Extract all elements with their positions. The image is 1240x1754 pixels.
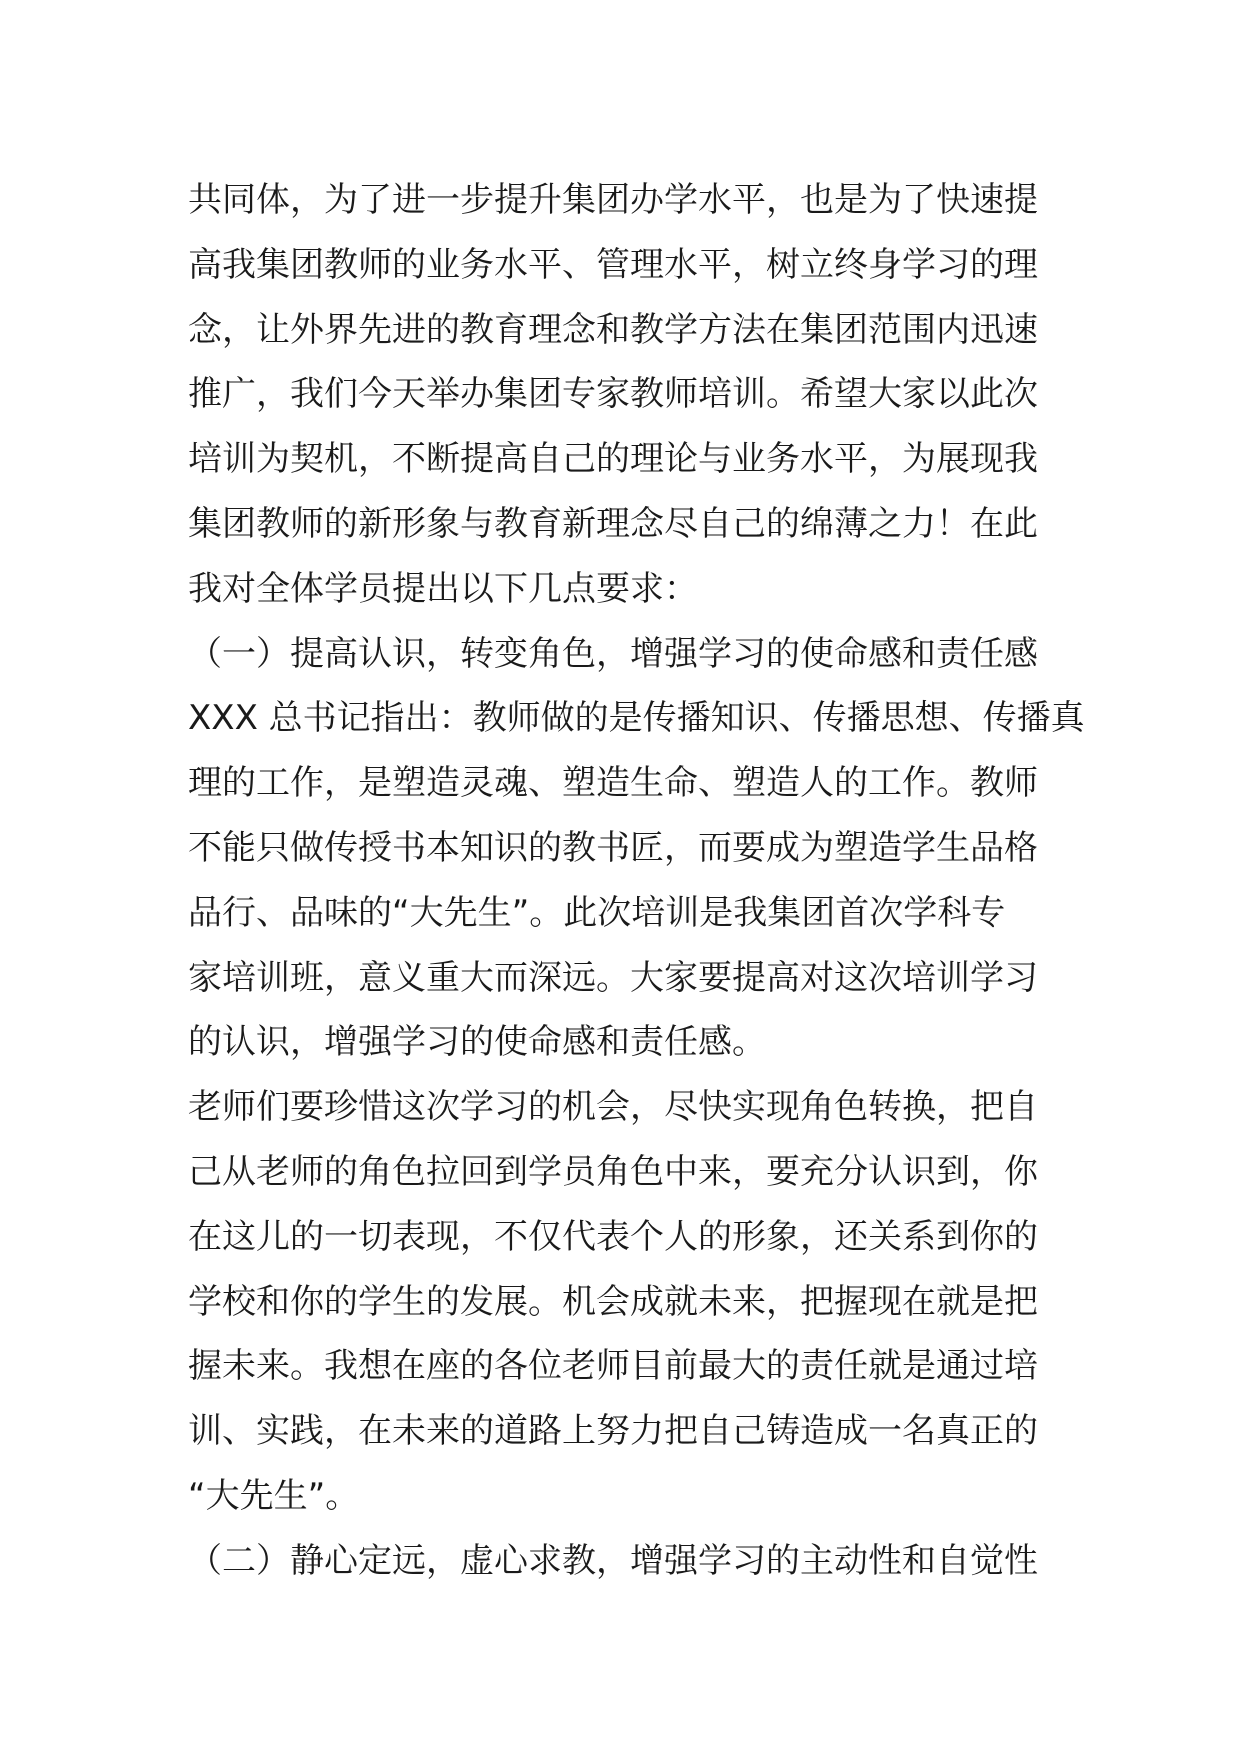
text-line: 推广，我们今天举办集团专家教师培训。希望大家以此次: [188, 374, 1038, 415]
section-heading: （二）静心定远，虚心求教，增强学习的主动性和自觉性: [188, 1540, 1038, 1581]
text-line: 握未来。我想在座的各位老师目前最大的责任就是通过培: [188, 1346, 1038, 1387]
text-line: 训、实践，在未来的道路上努力把自己铸造成一名真正的: [188, 1411, 1038, 1452]
text-line: 培训为契机，不断提高自己的理论与业务水平，为展现我: [188, 439, 1038, 480]
text-line: 在这儿的一切表现，不仅代表个人的形象，还关系到你的: [188, 1216, 1038, 1257]
text-line: 共同体，为了进一步提升集团办学水平，也是为了快速提: [188, 180, 1038, 220]
text-line: 念，让外界先进的教育理念和教学方法在集团范围内迅速: [188, 309, 1038, 350]
text-line: 家培训班，意义重大而深远。大家要提高对这次培训学习: [188, 957, 1038, 998]
text-line: 的认识，增强学习的使命感和责任感。: [188, 1022, 766, 1063]
text-line: 不能只做传授书本知识的教书匠，而要成为塑造学生品格: [188, 827, 1038, 868]
text-line: XXX 总书记指出：教师做的是传播知识、传播思想、传播真: [188, 698, 1085, 739]
text-line: 学校和你的学生的发展。机会成就未来，把握现在就是把: [188, 1281, 1038, 1322]
text-line: 我对全体学员提出以下几点要求：: [188, 568, 698, 609]
text-line: 高我集团教师的业务水平、管理水平，树立终身学习的理: [188, 244, 1038, 285]
text-line: 己从老师的角色拉回到学员角色中来，要充分认识到，你: [188, 1151, 1038, 1192]
text-line: “大先生”。: [188, 1475, 360, 1516]
text-line: 集团教师的新形象与教育新理念尽自己的绵薄之力！在此: [188, 503, 1038, 544]
text-line: 老师们要珍惜这次学习的机会，尽快实现角色转换，把自: [188, 1087, 1038, 1128]
text-line: 理的工作，是塑造灵魂、塑造生命、塑造人的工作。教师: [188, 763, 1038, 804]
section-heading: （一）提高认识，转变角色，增强学习的使命感和责任感: [188, 633, 1038, 674]
body-text: [188, 168, 1085, 1594]
text-line: 品行、品味的“大先生”。此次培训是我集团首次学科专: [188, 892, 1006, 933]
